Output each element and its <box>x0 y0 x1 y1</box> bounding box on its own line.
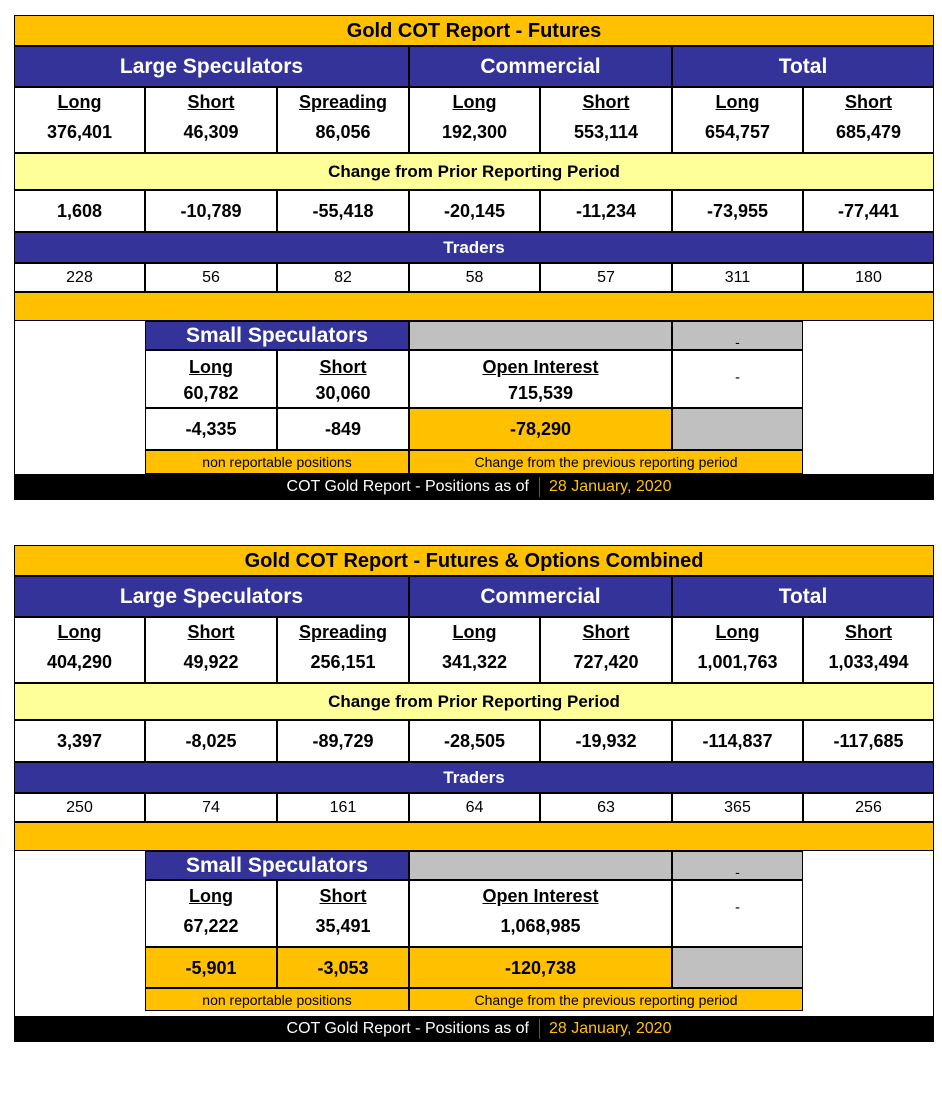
footer-divider <box>539 477 540 497</box>
position-label: Short <box>582 92 630 112</box>
small-long-cell <box>145 350 277 408</box>
footer-divider <box>539 1019 540 1039</box>
report-footer <box>14 1016 934 1042</box>
position-label: Spreading <box>298 92 387 112</box>
traders-value: 180 <box>803 263 934 292</box>
position-value: 376,401 <box>46 122 113 142</box>
change-value: 3,397 <box>14 720 145 762</box>
open-interest-value: 1,068,985 <box>500 916 581 936</box>
small-short-change: -3,053 <box>277 947 409 988</box>
open-interest-label: Open Interest <box>482 357 599 377</box>
small-short-change: -849 <box>277 408 409 450</box>
position-label: Short <box>845 622 892 642</box>
small-long-value: 60,782 <box>183 383 239 403</box>
traders-band: Traders <box>14 232 934 263</box>
small-speculators-title: Small Speculators <box>145 851 409 880</box>
position-label: Short <box>187 92 235 112</box>
dash-top: - <box>672 851 803 880</box>
small-long-value: 67,222 <box>183 916 239 936</box>
traders-value: 311 <box>672 263 803 292</box>
traders-value: 161 <box>277 793 409 822</box>
change-value: -19,932 <box>540 720 672 762</box>
change-value: -20,145 <box>409 190 540 232</box>
footer-label: COT Gold Report - Positions as of <box>286 1020 529 1037</box>
large-spreading-cell <box>277 617 409 683</box>
total-long-cell <box>672 87 803 153</box>
gray-filler <box>672 947 803 988</box>
change-band: Change from Prior Reporting Period <box>14 153 934 190</box>
traders-value: 365 <box>672 793 803 822</box>
open-interest-cell <box>409 350 672 408</box>
change-value: -28,505 <box>409 720 540 762</box>
open-interest-cell <box>409 880 672 947</box>
footer-date: 28 January, 2020 <box>549 478 672 495</box>
gray-filler <box>409 851 672 880</box>
commercial-short-cell <box>540 617 672 683</box>
position-value: 654,757 <box>704 122 771 142</box>
position-label: Spreading <box>298 622 387 642</box>
change-value: 1,608 <box>14 190 145 232</box>
position-value: 46,309 <box>183 122 239 142</box>
traders-value: 228 <box>14 263 145 292</box>
open-interest-change: -78,290 <box>409 408 672 450</box>
separator-band <box>14 822 934 851</box>
traders-value: 58 <box>409 263 540 292</box>
footer-date: 28 January, 2020 <box>549 1020 672 1037</box>
group-commercial: Commercial <box>409 576 672 617</box>
group-total: Total <box>672 576 934 617</box>
commercial-long-cell <box>409 617 540 683</box>
small-long-label: Long <box>189 886 233 906</box>
traders-value: 74 <box>145 793 277 822</box>
small-short-cell <box>277 350 409 408</box>
open-interest-note: Change from the previous reporting period <box>409 988 803 1011</box>
gray-filler <box>409 321 672 350</box>
small-short-label: Short <box>319 886 367 906</box>
large-short-cell <box>145 617 277 683</box>
total-long-cell <box>672 617 803 683</box>
small-note: non reportable positions <box>145 988 409 1011</box>
change-value: -117,685 <box>803 720 934 762</box>
commercial-short-cell <box>540 87 672 153</box>
small-long-label: Long <box>189 357 233 377</box>
small-long-change: -5,901 <box>145 947 277 988</box>
open-interest-value: 715,539 <box>507 383 574 403</box>
large-spreading-cell <box>277 87 409 153</box>
footer-label: COT Gold Report - Positions as of <box>286 478 529 495</box>
position-value: 192,300 <box>441 122 508 142</box>
position-label: Long <box>452 622 497 642</box>
small-note: non reportable positions <box>145 450 409 474</box>
total-short-cell <box>803 87 934 153</box>
large-short-cell <box>145 87 277 153</box>
separator-band <box>14 292 934 321</box>
traders-value: 56 <box>145 263 277 292</box>
group-large-speculators: Large Speculators <box>14 46 409 87</box>
traders-band: Traders <box>14 762 934 793</box>
position-label: Long <box>57 622 102 642</box>
position-label: Short <box>187 622 235 642</box>
position-value: 341,322 <box>441 652 508 672</box>
change-value: -89,729 <box>277 720 409 762</box>
small-short-value: 30,060 <box>315 383 371 403</box>
small-short-label: Short <box>319 357 367 377</box>
traders-value: 256 <box>803 793 934 822</box>
report-title: Gold COT Report - Futures <box>14 15 934 46</box>
small-short-cell <box>277 880 409 947</box>
small-long-cell <box>145 880 277 947</box>
traders-value: 82 <box>277 263 409 292</box>
gray-filler <box>672 408 803 450</box>
small-long-change: -4,335 <box>145 408 277 450</box>
change-value: -77,441 <box>803 190 934 232</box>
large-long-cell <box>14 87 145 153</box>
traders-value: 57 <box>540 263 672 292</box>
change-value: -11,234 <box>540 190 672 232</box>
group-large-speculators: Large Speculators <box>14 576 409 617</box>
open-interest-note: Change from the previous reporting period <box>409 450 803 474</box>
position-label: Short <box>582 622 630 642</box>
large-long-cell <box>14 617 145 683</box>
small-short-value: 35,491 <box>315 916 371 936</box>
change-value: -114,837 <box>672 720 803 762</box>
position-label: Long <box>715 92 760 112</box>
open-interest-change: -120,738 <box>409 947 672 988</box>
change-band: Change from Prior Reporting Period <box>14 683 934 720</box>
dash-mid: - <box>672 880 803 947</box>
change-value: -10,789 <box>145 190 277 232</box>
open-interest-label: Open Interest <box>482 886 599 906</box>
position-value: 404,290 <box>46 652 113 672</box>
small-speculators-title: Small Speculators <box>145 321 409 350</box>
report-title: Gold COT Report - Futures & Options Combined <box>14 545 934 576</box>
position-label: Long <box>715 622 760 642</box>
position-value: 1,001,763 <box>697 652 778 672</box>
position-value: 553,114 <box>573 122 639 142</box>
change-value: -55,418 <box>277 190 409 232</box>
traders-value: 64 <box>409 793 540 822</box>
dash-mid: - <box>672 350 803 408</box>
group-total: Total <box>672 46 934 87</box>
position-value: 727,420 <box>573 652 639 672</box>
change-value: -8,025 <box>145 720 277 762</box>
position-label: Long <box>452 92 497 112</box>
position-label: Short <box>845 92 892 112</box>
total-short-cell <box>803 617 934 683</box>
dash-top: - <box>672 321 803 350</box>
position-value: 685,479 <box>835 122 902 142</box>
position-value: 49,922 <box>183 652 239 672</box>
group-commercial: Commercial <box>409 46 672 87</box>
position-value: 1,033,494 <box>828 652 909 672</box>
traders-value: 250 <box>14 793 145 822</box>
report-footer <box>14 474 934 500</box>
commercial-long-cell <box>409 87 540 153</box>
change-value: -73,955 <box>672 190 803 232</box>
position-value: 86,056 <box>315 122 371 142</box>
traders-value: 63 <box>540 793 672 822</box>
position-value: 256,151 <box>310 652 376 672</box>
position-label: Long <box>57 92 102 112</box>
